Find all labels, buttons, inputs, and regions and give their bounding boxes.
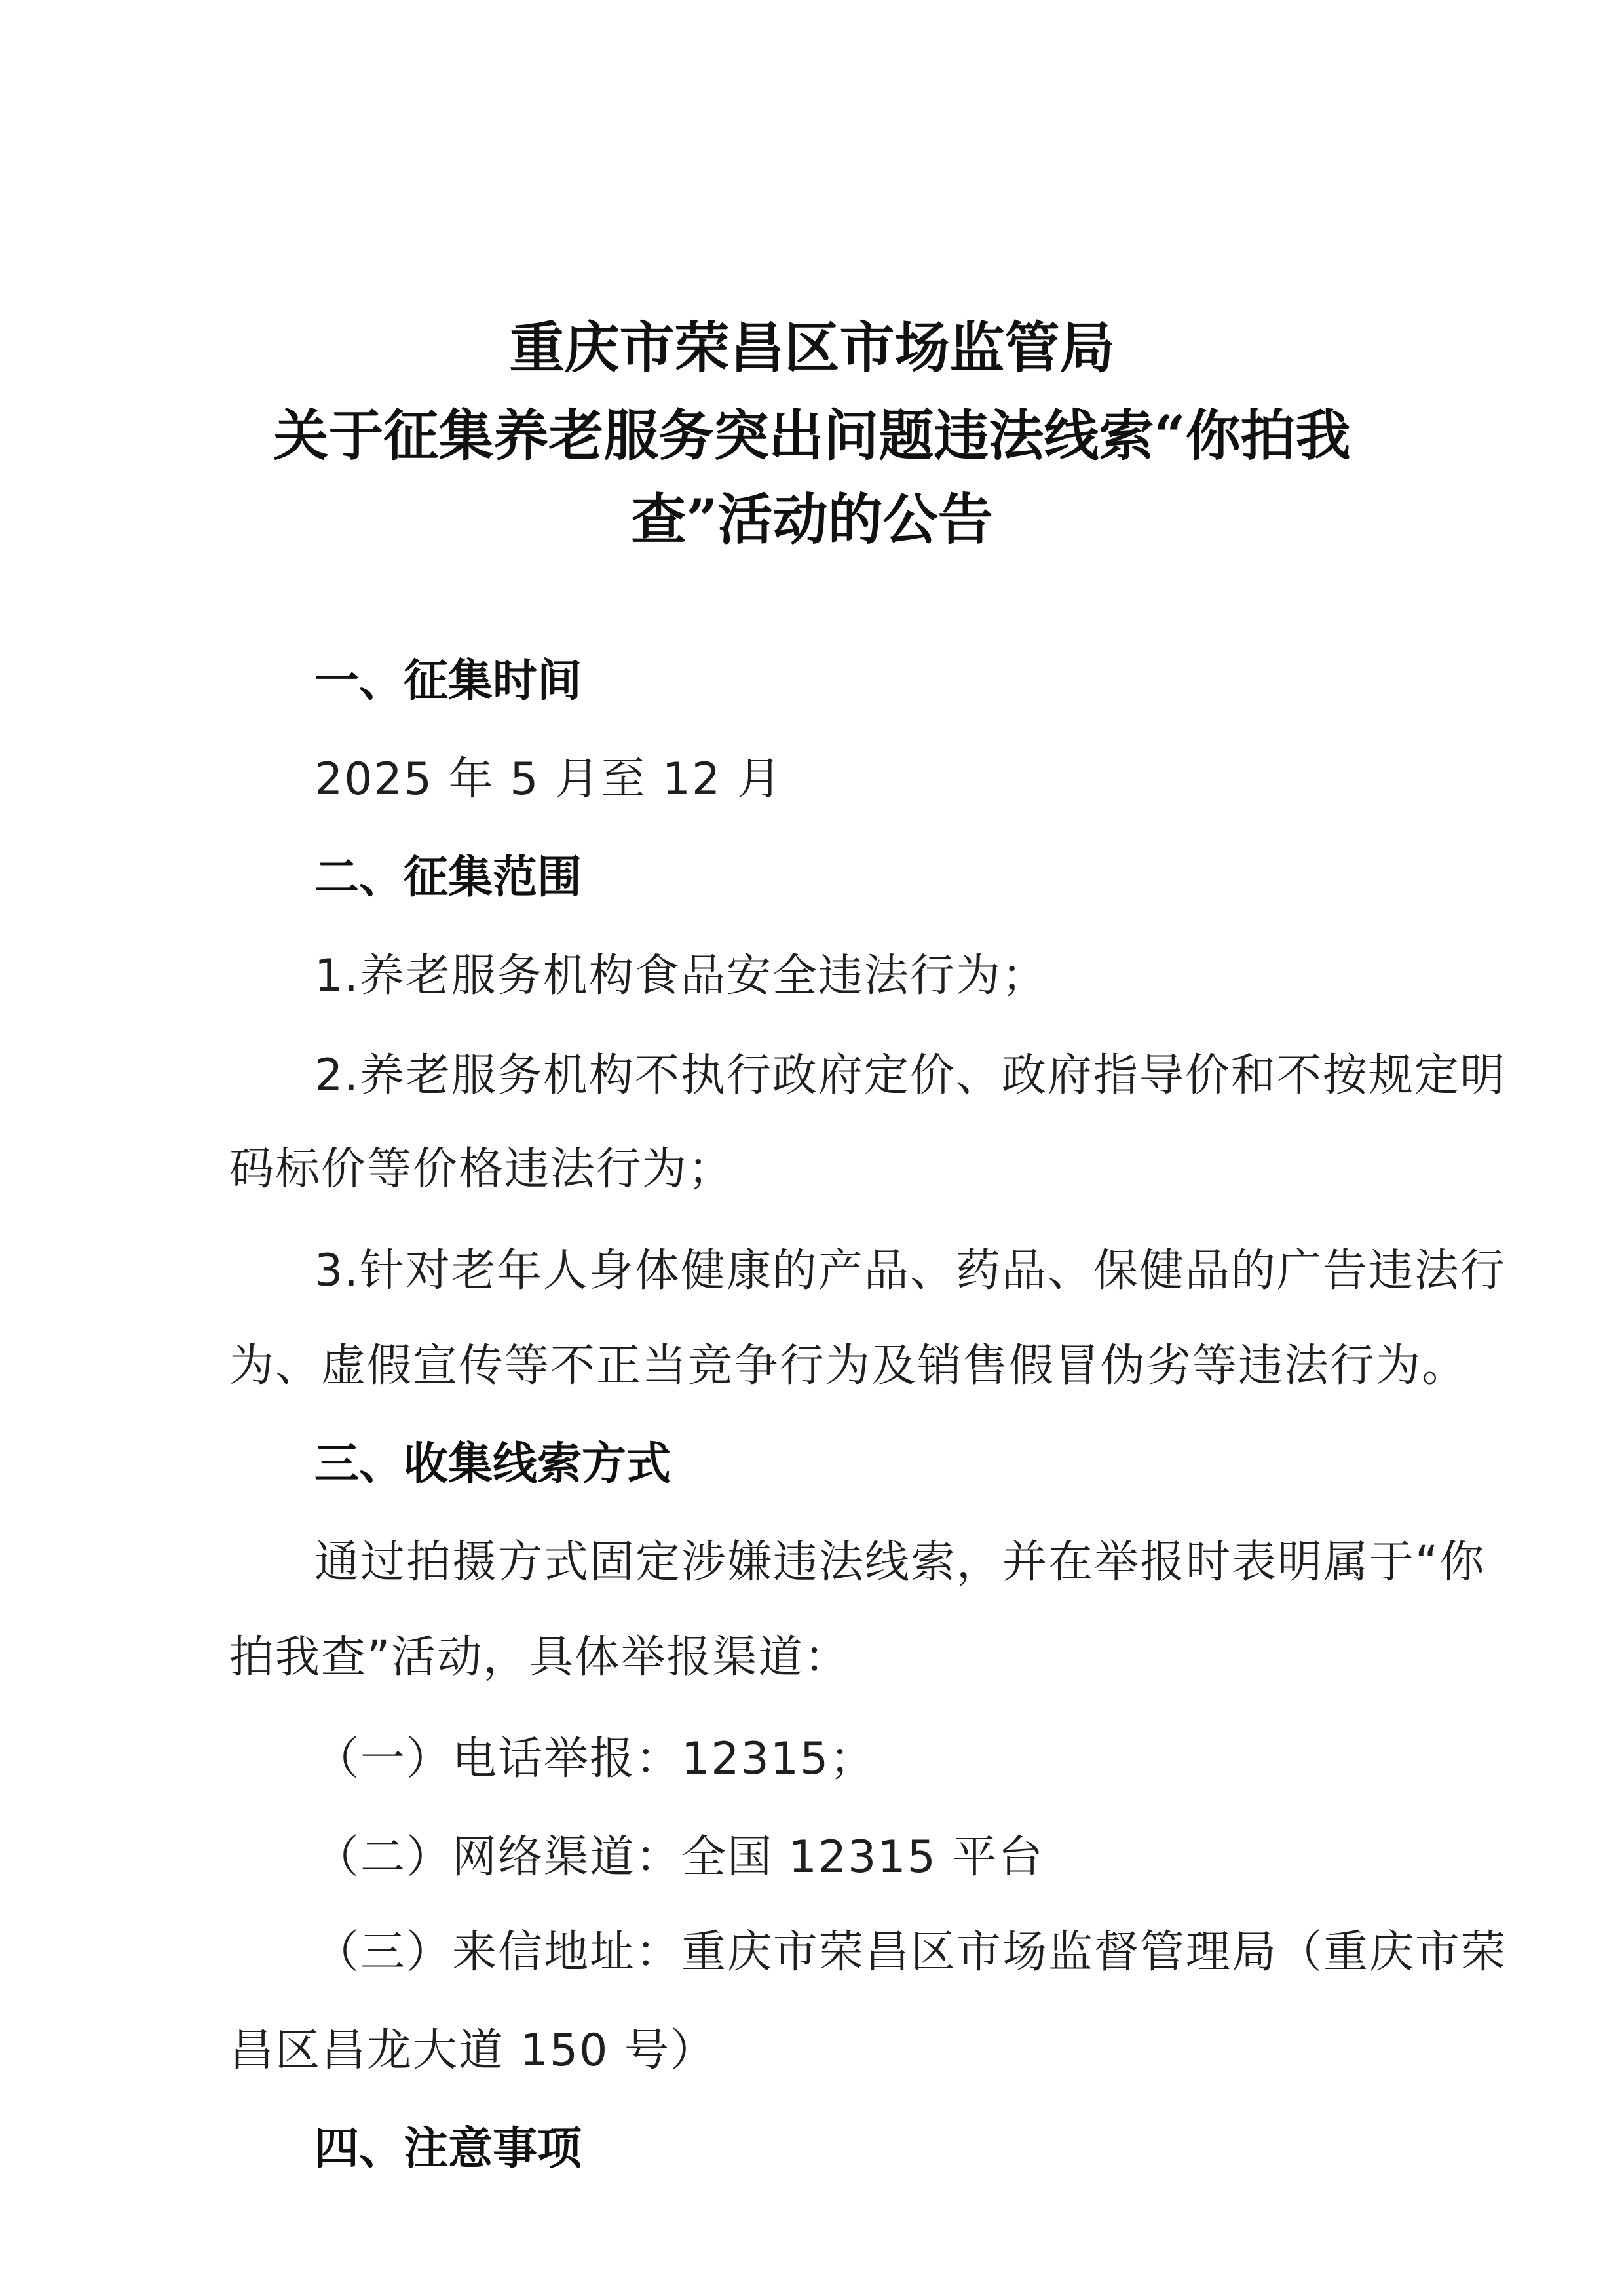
collection-period: 2025 年 5 月至 12 月 bbox=[314, 754, 783, 805]
title-line-3: 查”活动的公告 bbox=[631, 487, 993, 552]
section-1-heading: 一、征集时间 bbox=[314, 655, 582, 707]
channel-mail-line-1: （三）来信地址：重庆市荣昌区市场监督管理局（重庆市荣 bbox=[314, 1926, 1507, 1978]
title-line-2: 关于征集养老服务突出问题违法线索“你拍我 bbox=[273, 403, 1351, 468]
section-4-heading: 四、注意事项 bbox=[314, 2123, 582, 2175]
section-2-heading: 二、征集范围 bbox=[314, 852, 582, 904]
scope-item-2-line-1: 2.养老服务机构不执行政府定价、政府指导价和不按规定明 bbox=[314, 1050, 1506, 1101]
channel-phone: （一）电话举报：12315； bbox=[314, 1733, 876, 1785]
method-intro-line-2: 拍我查”活动，具体举报渠道： bbox=[229, 1632, 850, 1683]
title-line-1: 重庆市荣昌区市场监管局 bbox=[509, 315, 1115, 380]
method-intro-line-1: 通过拍摄方式固定涉嫌违法线索，并在举报时表明属于“你 bbox=[314, 1537, 1486, 1588]
channel-mail-line-2: 昌区昌龙大道 150 号） bbox=[229, 2025, 717, 2076]
section-3-heading: 三、收集线索方式 bbox=[314, 1438, 671, 1490]
scope-item-3-line-2: 为、虚假宣传等不正当竞争行为及销售假冒伪劣等违法行为。 bbox=[229, 1340, 1468, 1392]
scope-item-2-line-2: 码标价等价格违法行为； bbox=[229, 1143, 734, 1195]
scope-item-1: 1.养老服务机构食品安全违法行为； bbox=[314, 950, 1048, 1002]
channel-online: （二）网络渠道：全国 12315 平台 bbox=[314, 1831, 1044, 1883]
scope-item-3-line-1: 3.针对老年人身体健康的产品、药品、保健品的广告违法行 bbox=[314, 1245, 1506, 1297]
